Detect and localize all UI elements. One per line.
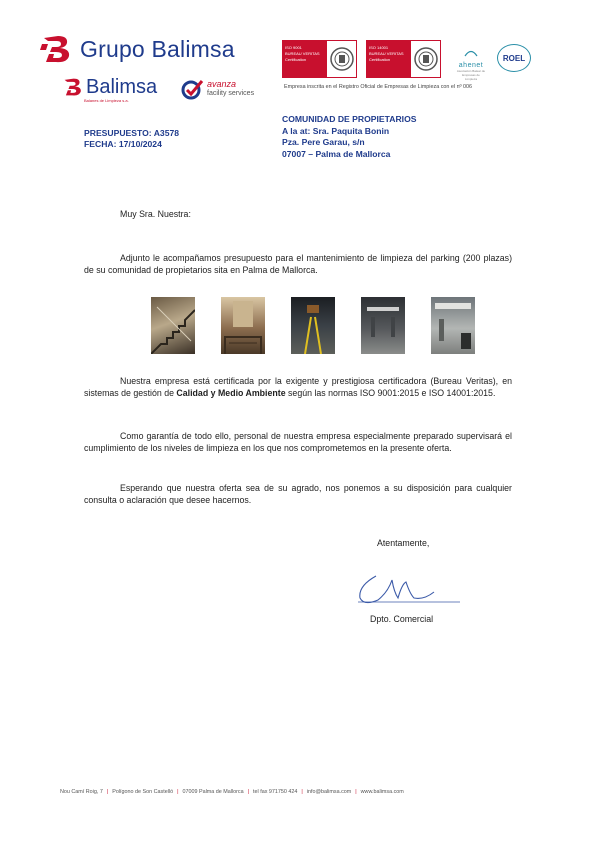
recipient-line2: A la at: Sra. Paquita Bonin (282, 125, 390, 136)
iso-9001-badge (282, 40, 357, 78)
recipient-line1: COMUNIDAD DE PROPIETARIOS (282, 114, 417, 124)
recipient-line3: Pza. Pere Garau, s/n (282, 137, 365, 147)
paragraph-certification (84, 375, 512, 399)
paragraph-certification-bold: Calidad y Medio Ambiente (176, 388, 286, 398)
signer-department: Dpto. Comercial (370, 614, 434, 624)
cert2-line2: BUREAU VERITAS (369, 51, 404, 56)
footer-industrial-park: Polígono de Son Castelló (112, 789, 174, 795)
bureau-veritas-seal-icon (413, 44, 439, 74)
paragraph-guarantee: Como garantía de todo ello, personal de nuestra empresa especialmente preparado supervisará el cumplimiento de los niveles de limpieza en los que nos comprometemos en la presente oferta. (84, 431, 512, 453)
ahenet-leaf-icon (464, 49, 478, 57)
photo-stairs-1 (151, 297, 195, 354)
parking-photo-strip (151, 297, 475, 354)
photo-stairs-2 (221, 297, 265, 354)
footer-city: 07009 Palma de Mallorca (182, 789, 244, 795)
cert2-line1: ISO 14001 (369, 45, 389, 50)
footer-address: Nou Camí Roig, 7 (60, 789, 103, 795)
balimsa-logo (62, 77, 157, 97)
footer-contact: Nou Camí Roig, 7 | Polígono de Son Castelló | 07009 Palma de Mallorca | tel fax 971750 424 | info@balimsa.com | www.balimsa.com (60, 789, 404, 795)
footer-phone: tel fax 971750 424 (253, 789, 298, 795)
paragraph-certification-b: según las normas ISO 9001:2015 e ISO 14001:2015. (285, 388, 496, 398)
roel-label: ROEL (502, 53, 526, 63)
footer-website[interactable]: www.balimsa.com (360, 789, 404, 795)
letter-date: FECHA: 17/10/2024 (84, 139, 162, 149)
grupo-balimsa-logo (40, 34, 235, 64)
roel-logo (497, 44, 531, 72)
cert1-line1: ISO 9001 (285, 45, 302, 50)
cert1-line3: Certification (285, 57, 307, 62)
avanza-logo (180, 78, 254, 100)
ahenet-sub: Asociación Balear de Empresas de Limpieza (456, 69, 486, 81)
balimsa-b-logo-icon (40, 34, 74, 64)
registry-note: Empresa inscrita en el Registro Oficial de Empresas de Limpieza con el nº 006 (284, 84, 473, 90)
brand-sub-tagline: Balanes de Limpieza s.a. (84, 98, 129, 103)
photo-ramp (291, 297, 335, 354)
closing-salutation: Atentamente, (377, 538, 430, 548)
iso-14001-badge (366, 40, 441, 78)
brand-main-name: Grupo Balimsa (80, 35, 235, 62)
recipient-address (282, 114, 416, 160)
cert2-line3: Certification (369, 57, 391, 62)
ahenet-name: ahenet (458, 62, 484, 69)
paragraph-closing: Esperando que nuestra oferta sea de su agrado, nos ponemos a su disposición para cualquier consulta o aclaración que desee hacernos. (84, 483, 512, 505)
paragraph-certification-a: Nuestra empresa está certificada por la exigente y prestigiosa certificadora (Bureau Veritas), en sistemas de gestión de (84, 376, 512, 398)
budget-number: PRESUPUESTO: A3578 (84, 128, 180, 138)
avanza-name: avanza (207, 79, 237, 89)
footer-email[interactable]: info@balimsa.com (306, 789, 352, 795)
recipient-line4: 07007 – Palma de Mallorca (282, 148, 391, 159)
ahenet-logo (456, 44, 486, 81)
avanza-sub: facility services (207, 90, 255, 97)
cert1-line2: BUREAU VERITAS (285, 51, 320, 56)
photo-parking-bays (431, 297, 475, 354)
avanza-check-icon (180, 78, 204, 100)
reference-block (84, 128, 179, 150)
photo-parking-floor (361, 297, 405, 354)
balimsa-b-small-icon (62, 77, 84, 97)
brand-sub-name: Balimsa (86, 76, 158, 98)
handwritten-signature (354, 562, 464, 610)
greeting: Muy Sra. Nuestra: (120, 209, 191, 219)
bureau-veritas-seal-icon (329, 44, 355, 74)
paragraph-intro: Adjunto le acompañamos presupuesto para el mantenimiento de limpieza del parking (200 plazas) de su comunidad de propietarios sita en Palma de Mallorca. (84, 253, 512, 275)
